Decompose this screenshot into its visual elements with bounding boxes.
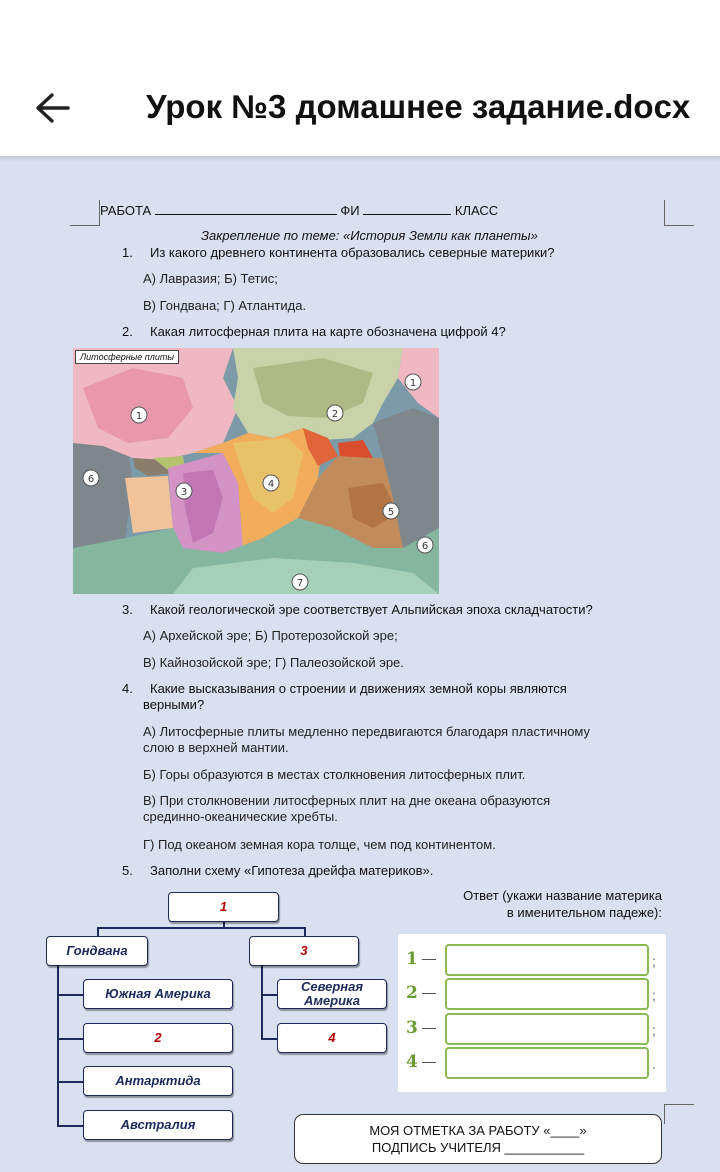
- svg-text:3: 3: [180, 487, 188, 498]
- document-title: Урок №3 домашнее задание.docx: [146, 88, 691, 125]
- question-1-option-vg: В) Гондвана; Г) Атлантида.: [143, 298, 307, 313]
- answer-punct: ;: [652, 1022, 656, 1038]
- svg-text:6: 6: [87, 474, 95, 485]
- scheme-connector: [57, 966, 59, 1126]
- answer-dash: [422, 1062, 436, 1063]
- scheme-box-2: 2: [83, 1023, 233, 1053]
- question-4-number: 4.: [122, 681, 133, 696]
- subtitle: Закрепление по теме: «История Земли как планеты»: [201, 228, 538, 243]
- svg-text:1: 1: [135, 411, 143, 422]
- fi-blank: [363, 204, 451, 215]
- answer-title: [420, 887, 662, 921]
- scheme-connector: [304, 927, 306, 936]
- question-1-number: 1.: [122, 245, 133, 260]
- answer-title-line1: Ответ (укажи название материка: [463, 888, 662, 903]
- work-blank: [155, 204, 337, 215]
- map-image: [73, 348, 439, 594]
- header-line: [100, 203, 498, 218]
- scheme-connector: [57, 1081, 83, 1083]
- question-2-number: 2.: [122, 324, 133, 339]
- scheme-connector: [57, 1038, 83, 1040]
- scheme-connector: [261, 1038, 277, 1040]
- answer-row: [398, 1012, 666, 1046]
- question-5-text: Заполни схему «Гипотеза дрейфа материков».: [150, 863, 434, 878]
- answer-field-1[interactable]: [445, 944, 649, 976]
- scheme-connector: [261, 966, 263, 1039]
- scheme-connector: [57, 994, 83, 996]
- question-2-text: Какая литосферная плита на карте обозначена цифрой 4?: [150, 324, 506, 339]
- question-1-text: Из какого древнего континента образовались северные материки?: [150, 245, 555, 260]
- question-4-text-line1: Какие высказывания о строении и движениях земной коры являются: [150, 681, 567, 696]
- scheme-connector: [97, 927, 99, 936]
- answer-number: 1: [406, 949, 418, 969]
- answer-field-3[interactable]: [445, 1013, 649, 1045]
- answer-title-line2: в именительном падеже):: [506, 905, 662, 920]
- answer-number: 2: [406, 983, 418, 1003]
- answer-row: [398, 943, 666, 977]
- answer-punct: ;: [652, 987, 656, 1003]
- class-label: КЛАСС: [454, 203, 499, 218]
- question-4-option-a-line2: слою в верхней мантии.: [143, 740, 289, 755]
- page-corner-mark: [664, 1104, 694, 1124]
- answer-field-4[interactable]: [445, 1047, 649, 1079]
- answer-row: [398, 977, 666, 1011]
- question-4-option-b: Б) Горы образуются в местах столкновения литосферных плит.: [143, 767, 526, 782]
- question-4-option-a-line1: А) Литосферные плиты медленно передвигаются благодаря пластичному: [143, 724, 591, 739]
- question-4-option-c-line1: В) При столкновении литосферных плит на дне океана образуются: [143, 793, 551, 808]
- scheme-box-1: 1: [168, 892, 279, 922]
- answer-punct: ;: [652, 953, 656, 969]
- question-4-text-line2: верными?: [143, 697, 205, 712]
- scheme-box-south-america: Южная Америка: [83, 979, 233, 1009]
- work-label: РАБОТА: [100, 203, 152, 218]
- teacher-signature-line: ПОДПИСЬ УЧИТЕЛЯ ___________: [371, 1140, 585, 1155]
- answer-punct: .: [652, 1056, 656, 1072]
- answer-dash: [422, 959, 436, 960]
- scheme-box-antarctica: Антарктида: [83, 1066, 233, 1096]
- scheme-connector: [97, 927, 305, 929]
- grade-line: МОЯ ОТМЕТКА ЗА РАБОТУ «____»: [369, 1123, 587, 1138]
- svg-text:5: 5: [387, 507, 395, 518]
- question-4-option-d: Г) Под океаном земная кора толще, чем под континентом.: [143, 837, 496, 852]
- answer-field-2[interactable]: [445, 978, 649, 1010]
- svg-text:6: 6: [421, 541, 429, 552]
- back-button[interactable]: [28, 86, 76, 134]
- question-4-option-c-line2: срединно-океанические хребты.: [143, 809, 338, 824]
- fi-label: ФИ: [340, 203, 360, 218]
- scheme-box-3: 3: [249, 936, 359, 966]
- answer-number: 3: [406, 1018, 418, 1038]
- svg-text:7: 7: [296, 578, 304, 589]
- scheme-connector: [261, 994, 277, 996]
- arrow-left-icon: [28, 86, 76, 134]
- answer-panel: [398, 934, 666, 1092]
- page-corner-mark: [70, 200, 100, 226]
- scheme-box-north-america: Северная Америка: [277, 979, 387, 1009]
- answer-dash: [422, 1028, 436, 1029]
- scheme-box-australia: Австралия: [83, 1110, 233, 1140]
- answer-number: 4: [406, 1052, 418, 1072]
- question-5-number: 5.: [122, 863, 133, 878]
- app-header: [0, 0, 720, 156]
- svg-text:2: 2: [331, 409, 339, 420]
- map-label: Литосферные плиты: [75, 350, 179, 364]
- question-3-number: 3.: [122, 602, 133, 617]
- question-1-option-ab: А) Лавразия; Б) Тетис;: [143, 271, 278, 286]
- lithosphere-plates-map: [73, 348, 439, 594]
- question-3-text: Какой геологической эре соответствует Альпийская эпоха складчатости?: [150, 602, 593, 617]
- answer-row: [398, 1046, 666, 1080]
- question-3-option-vg: В) Кайнозойской эре; Г) Палеозойской эре.: [143, 655, 404, 670]
- scheme-box-4: 4: [277, 1023, 387, 1053]
- scheme-connector: [57, 1125, 83, 1127]
- svg-text:4: 4: [267, 479, 275, 490]
- scheme-box-gondwana: Гондвана: [46, 936, 148, 966]
- answer-dash: [422, 993, 436, 994]
- page-corner-mark: [664, 200, 694, 226]
- question-3-option-ab: А) Архейской эре; Б) Протерозойской эре;: [143, 628, 398, 643]
- svg-text:1: 1: [409, 378, 417, 389]
- grade-box: [294, 1114, 662, 1164]
